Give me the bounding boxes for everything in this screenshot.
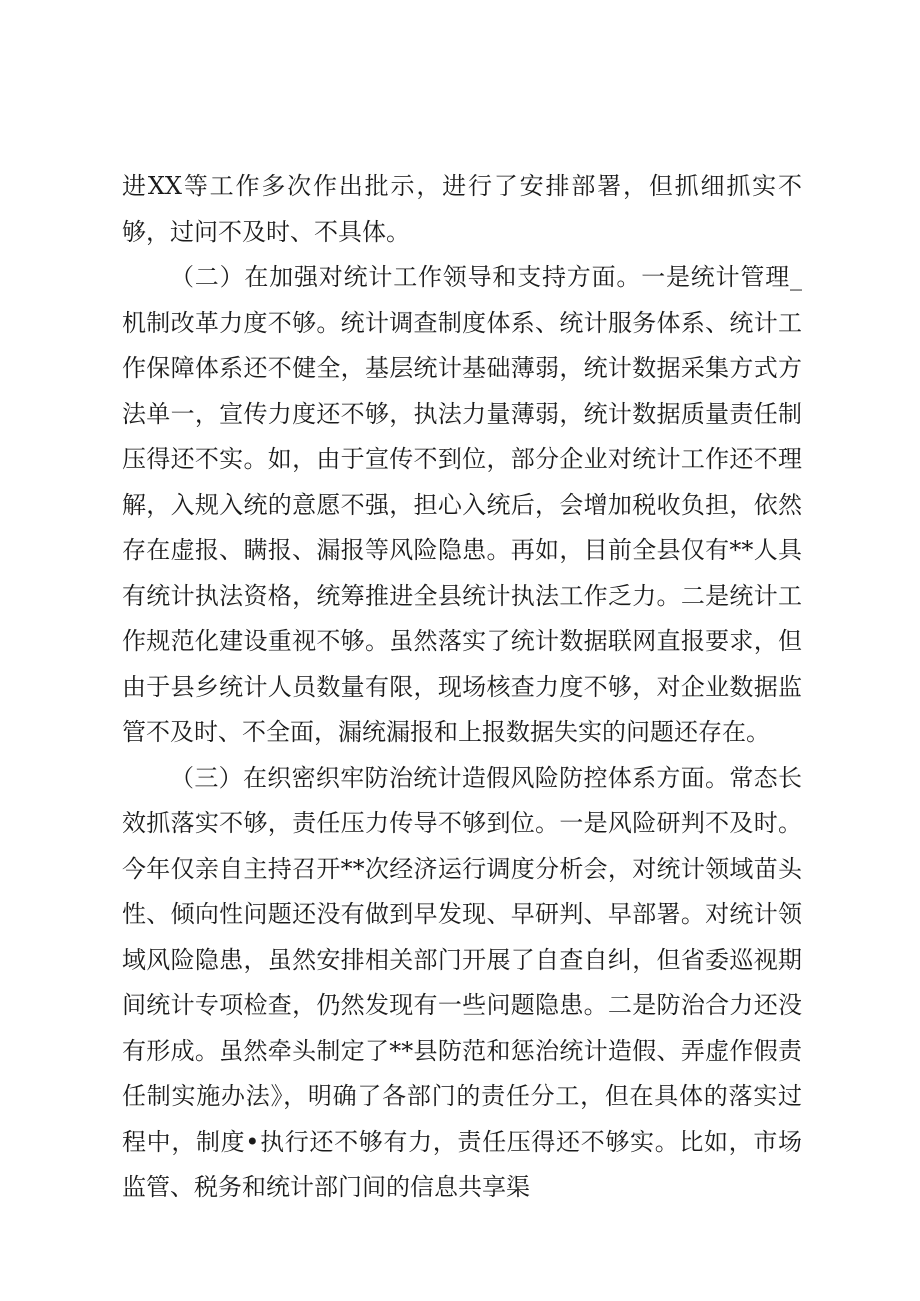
paragraph-3: （三）在织密织牢防治统计造假风险防控体系方面。常态长效抓落实不够，责任压力传导不够到位。一是风险研判不及时。今年仅亲自主持召开**次经济运行调度分析会，对统计领域苗头性、倾向性问题还没有做到早发现、早研判、早部署。对统计领域风险隐患，虽然安排相关部门开展了自查自纠，但省委巡视期间统计专项检查，仍然发现有一些问题隐患。二是防治合力还没有形成。虽然牵头制定了**县防范和惩治统计造假、弄虚作假责任制实施办法》，明确了各部门的责任分工，但在具体的落实过程中，制度•执行还不够有力，责任压得还不够实。比如，市场监管、税务和统计部门间的信息共享渠 bbox=[122, 763, 802, 1201]
body-text bbox=[122, 164, 802, 1211]
paragraph-2: （二）在加强对统计工作领导和支持方面。一是统计管理_机制改革力度不够。统计调查制度体系、统计服务体系、统计工作保障体系还不健全，基层统计基础薄弱，统计数据采集方式方法单一，宣传力度还不够，执法力量薄弱，统计数据质量责任制压得还不实。如，由于宣传不到位，部分企业对统计工作还不理解，入规入统的意愿不强，担心入统后，会增加税收负担，依然存在虚报、瞒报、漏报等风险隐患。再如，目前全县仅有**人具有统计执法资格，统筹推进全县统计执法工作乏力。二是统计工作规范化建设重视不够。虽然落实了统计数据联网直报要求，但由于县乡统计人员数量有限，现场核查力度不够，对企业数据监管不及时、不全面，漏统漏报和上报数据失实的问题还存在。 bbox=[122, 263, 802, 746]
paragraph-1: 进XX等工作多次作出批示，进行了安排部署，但抓细抓实不够，过问不及时、不具体。 bbox=[122, 172, 802, 246]
